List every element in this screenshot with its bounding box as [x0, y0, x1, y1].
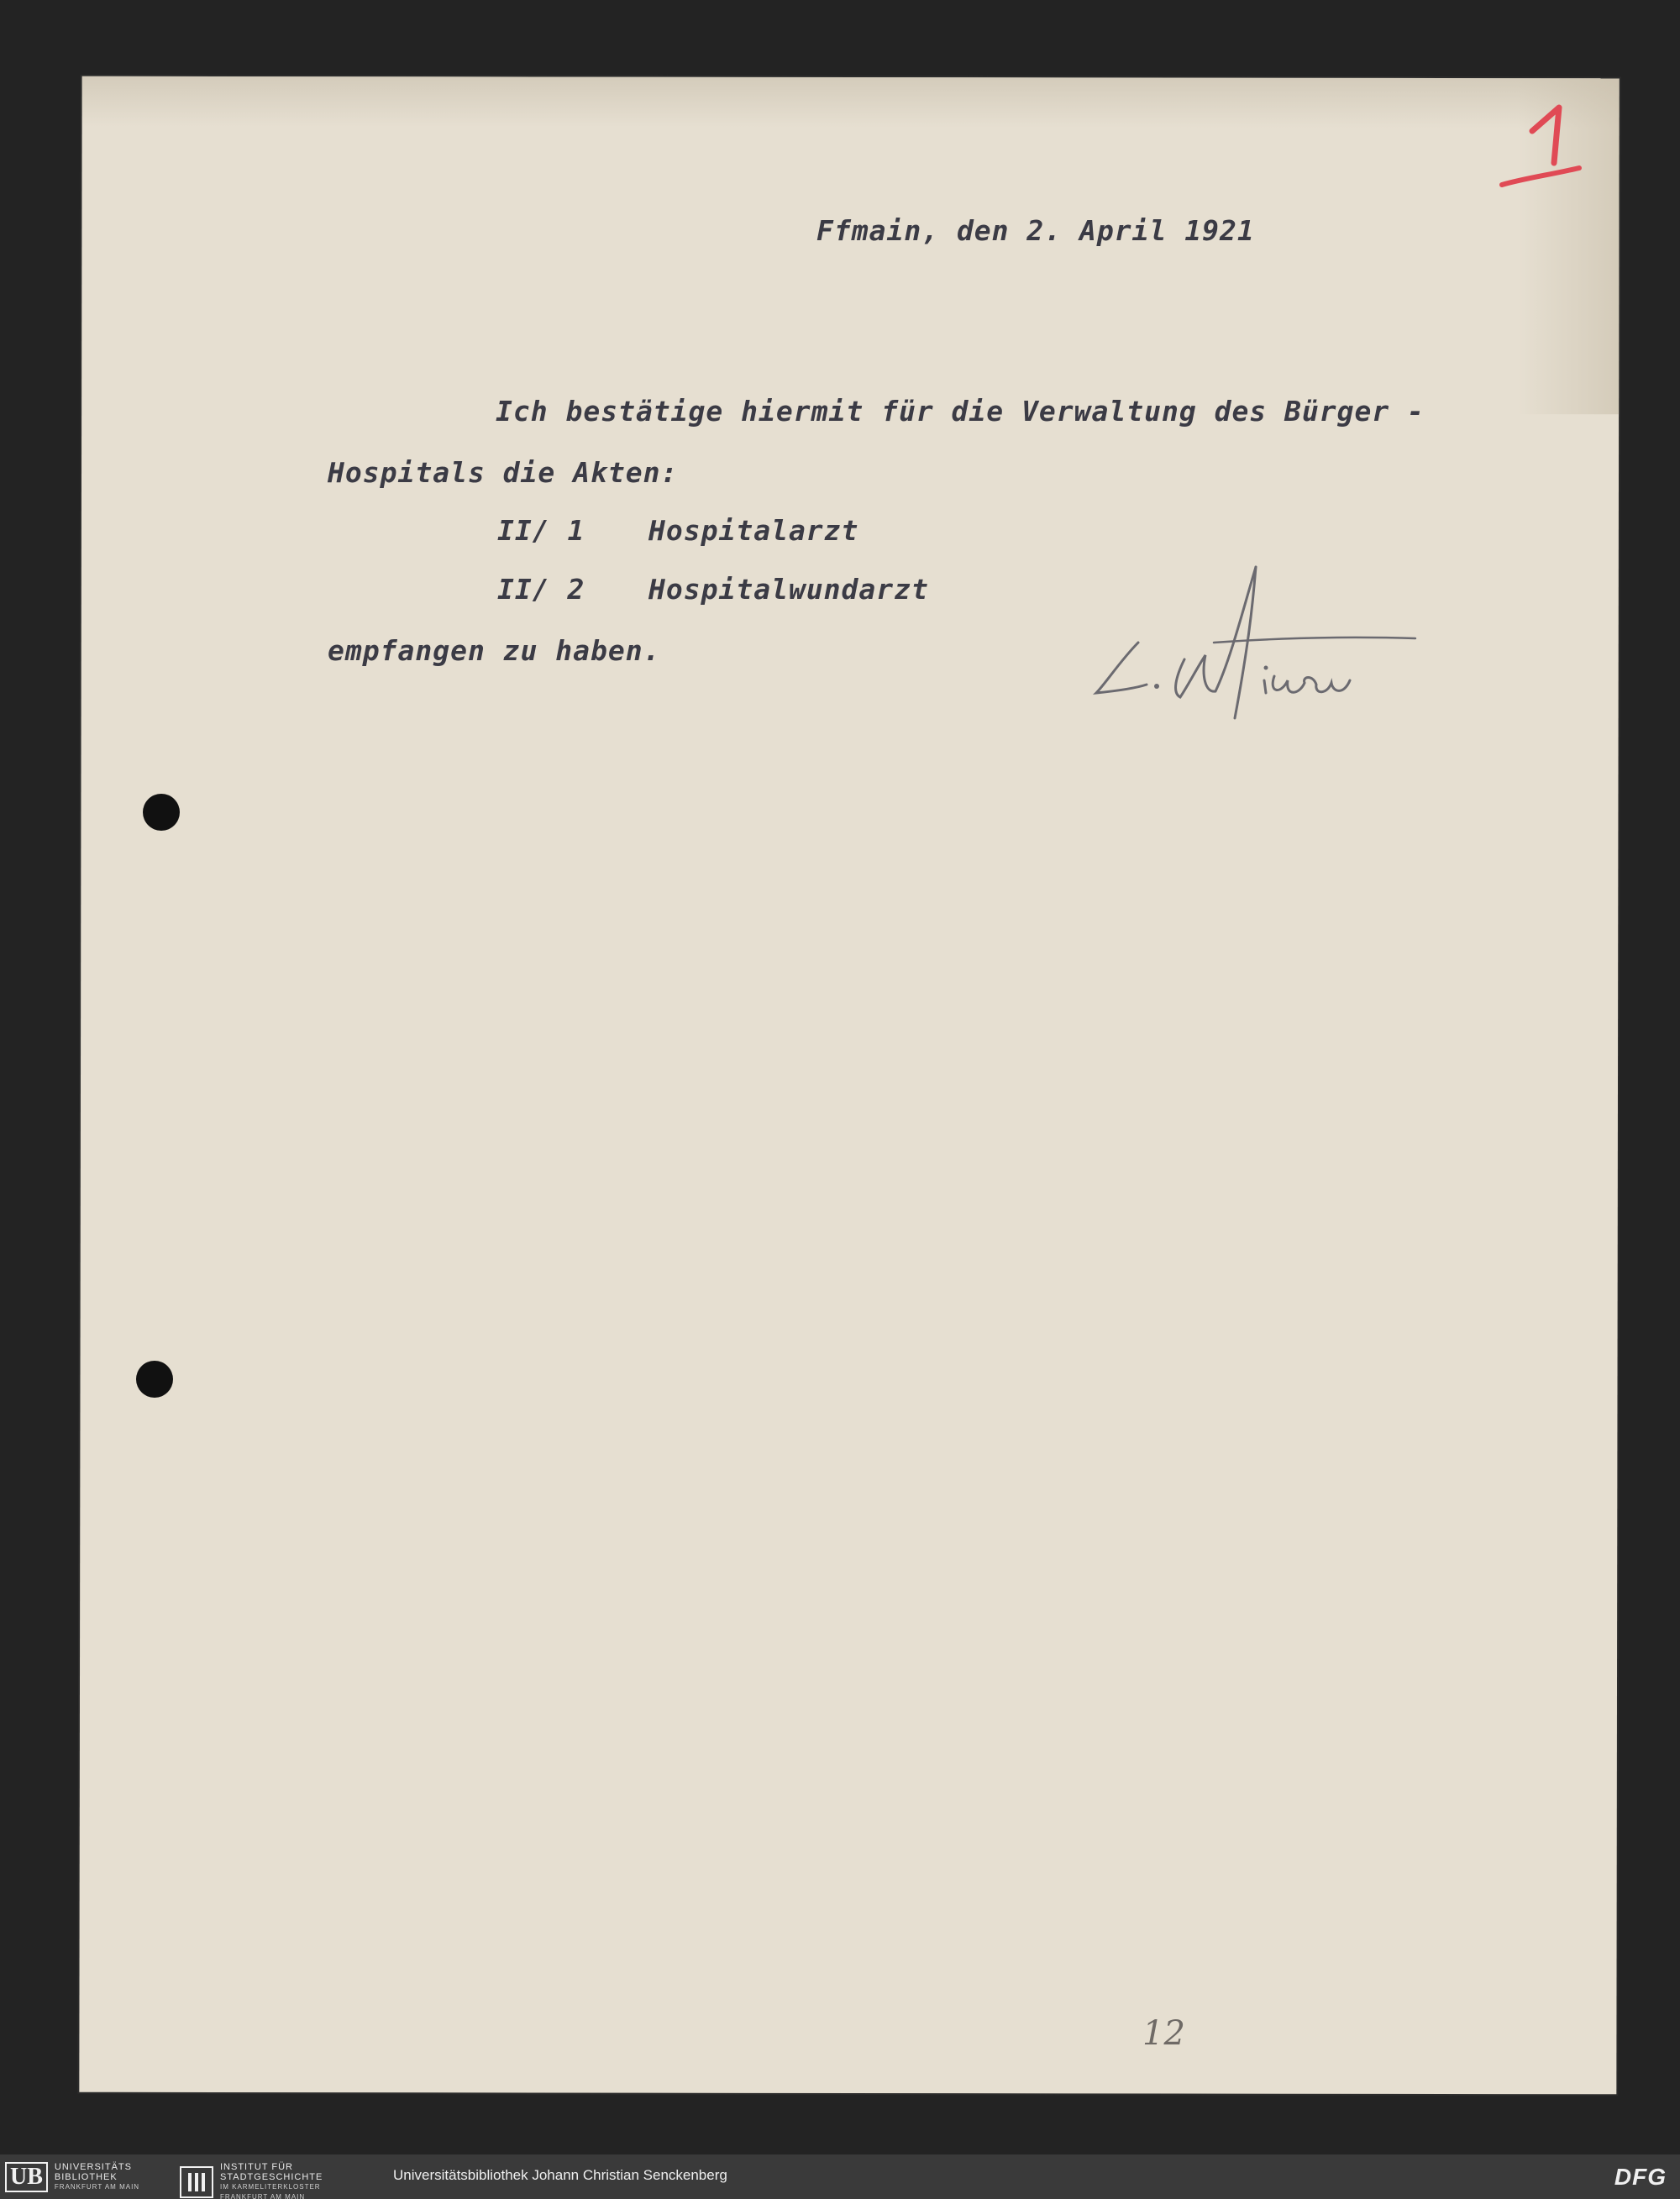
- red-folio-mark: [1492, 91, 1593, 192]
- ub-logo[interactable]: [5, 2162, 139, 2192]
- closing-line: empfangen zu haben.: [328, 634, 661, 667]
- isg-logo-line4: FRANKFURT AM MAIN: [220, 2193, 306, 2199]
- punch-hole-lower: [136, 1361, 173, 1398]
- paper-shadow-band: [82, 76, 1620, 129]
- body-line-2: Hospitals die Akten:: [328, 456, 679, 489]
- dfg-logo[interactable]: DFG: [1614, 2164, 1667, 2190]
- document-page: [79, 76, 1619, 2095]
- isg-logo-text: [220, 2162, 323, 2199]
- isg-logo-line3: IM KARMELITERKLOSTER: [220, 2183, 321, 2191]
- isg-columns-icon: [180, 2166, 213, 2198]
- place-date: Ffmain, den 2. April 1921: [816, 214, 1255, 247]
- body-line-1: Ich bestätige hiermit für die Verwaltung des Bürger -: [496, 395, 1425, 428]
- ub-logo-line2: BIBLIOTHEK: [54, 2172, 118, 2182]
- footer-library-name: Universitätsbibliothek Johann Christian Senckenberg: [393, 2167, 727, 2183]
- isg-logo[interactable]: [180, 2162, 323, 2199]
- ub-logo-text: [55, 2162, 139, 2192]
- footer-bar: [0, 2154, 1680, 2199]
- pencil-page-number: 12: [1142, 2014, 1185, 2053]
- ub-logo-line3: FRANKFURT AM MAIN: [54, 2183, 140, 2191]
- file-title-1: Hospitalarzt: [648, 514, 859, 547]
- ub-logo-line1: UNIVERSITÄTS: [54, 2162, 132, 2172]
- handwritten-signature: [1088, 559, 1424, 735]
- ub-logo-mark: UB: [5, 2162, 48, 2192]
- file-title-2: Hospitalwundarzt: [648, 573, 929, 606]
- file-number-2: II/ 2: [497, 573, 585, 606]
- isg-logo-line1: INSTITUT FÜR: [220, 2162, 293, 2172]
- file-number-1: II/ 1: [497, 514, 585, 547]
- punch-hole-upper: [143, 794, 180, 831]
- isg-logo-line2: STADTGESCHICHTE: [220, 2172, 323, 2182]
